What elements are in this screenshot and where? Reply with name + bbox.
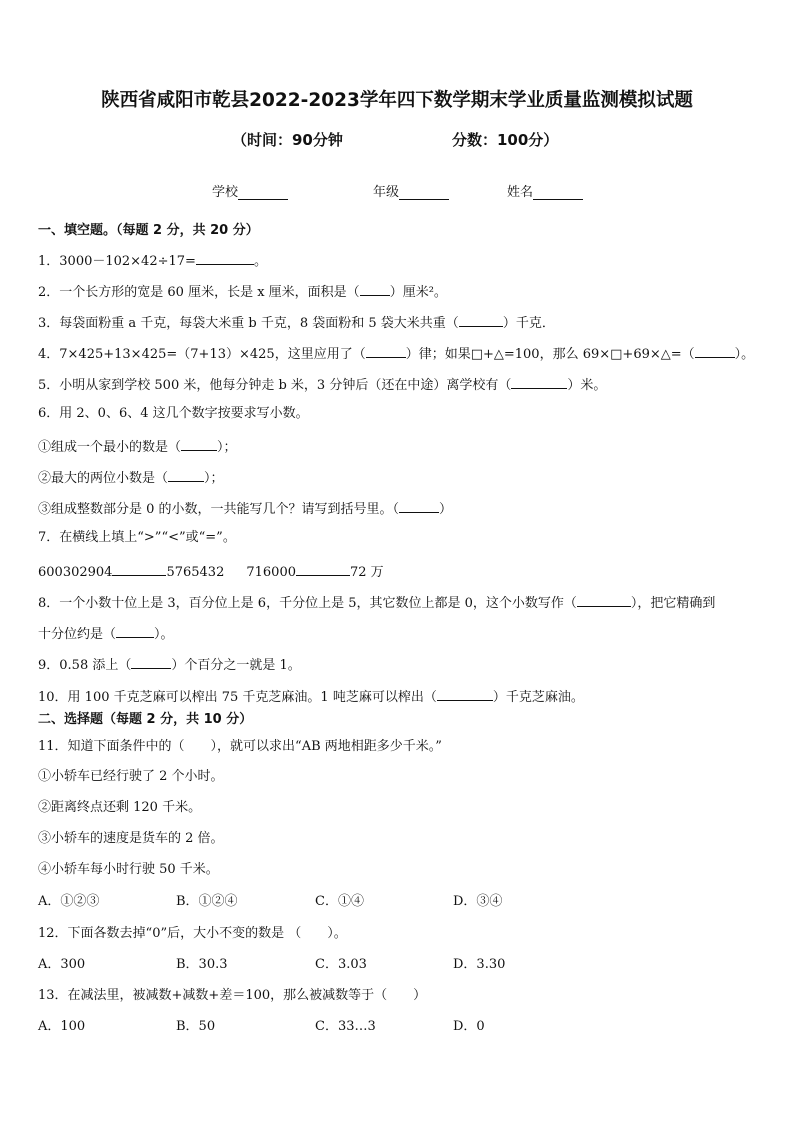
q11-option-c[interactable]: C．①④ <box>315 894 364 909</box>
q1-end: 。 <box>253 254 267 269</box>
q9-text: 9．0.58 添上（ <box>38 658 132 673</box>
q11-condition-3: ③小轿车的速度是货车的 2 倍。 <box>38 831 224 846</box>
q11-condition-4: ④小轿车每小时行驶 50 千米。 <box>38 862 219 877</box>
q1-text: 1．3000－102×42÷17= <box>38 254 196 269</box>
q10-text: 10．用 100 千克芝麻可以榨出 75 千克芝麻油。1 吨芝麻可以榨出（ <box>38 690 437 705</box>
question-6-sub-3 <box>38 498 452 519</box>
grade-blank[interactable] <box>399 186 449 200</box>
q6-s1-end: ）； <box>217 440 237 455</box>
question-12: 12．下面各数去掉“0”后，大小不变的数是 （ ）。 <box>38 926 347 941</box>
exam-time: （时间：90分钟 <box>232 131 343 149</box>
section-choice-heading: 二、选择题（每题 2 分，共 10 分） <box>38 712 253 727</box>
school-field[interactable] <box>212 181 288 200</box>
question-2 <box>38 281 447 302</box>
q6-s3-end: ） <box>439 502 453 517</box>
q10-end: ）千克芝麻油。 <box>492 690 584 705</box>
q11-option-a[interactable]: A．①②③ <box>38 894 100 909</box>
q6-s3-text: ③组成整数部分是 0 的小数，一共能写几个？请写到括号里。（ <box>38 502 400 517</box>
q9-blank[interactable] <box>131 654 171 669</box>
q13-option-b[interactable]: B．50 <box>176 1019 216 1034</box>
question-7-compare <box>38 561 384 582</box>
q6-s3-blank[interactable] <box>399 498 439 513</box>
question-1 <box>38 250 267 271</box>
q13-option-a[interactable]: A．100 <box>38 1019 86 1034</box>
q8-blank-2[interactable] <box>116 623 154 638</box>
q7-a-left: 600302904 <box>38 565 113 580</box>
q8-text: 8．一个小数十位上是 3，百分位上是 6，千分位上是 5，其它数位上都是 0，这个小数写作（ <box>38 596 577 611</box>
grade-field[interactable] <box>373 181 449 200</box>
q8-middle: ），把它精确到 <box>630 596 716 611</box>
q2-blank[interactable] <box>360 281 390 296</box>
q2-text: 2．一个长方形的宽是 60 厘米，长是 x 厘米，面积是（ <box>38 285 360 300</box>
q12-option-d[interactable]: D．3.30 <box>453 957 506 972</box>
grade-label: 年级 <box>373 185 400 200</box>
q11-condition-2: ②距离终点还剩 120 千米。 <box>38 800 202 815</box>
question-8 <box>38 592 715 613</box>
q6-s2-blank[interactable] <box>168 467 204 482</box>
school-blank[interactable] <box>238 186 288 200</box>
question-11: 11．知道下面条件中的（ ），就可以求出“AB 两地相距多少千米。” <box>38 739 442 754</box>
q12-option-b[interactable]: B．30.3 <box>176 957 228 972</box>
q7-b-blank[interactable] <box>296 561 350 576</box>
name-field[interactable] <box>507 181 583 200</box>
q4-text: 4．7×425+13×425=（7+13）×425，这里应用了（ <box>38 347 366 362</box>
q4-blank-1[interactable] <box>366 343 406 358</box>
q3-blank[interactable] <box>459 312 503 327</box>
question-5 <box>38 374 606 395</box>
q8-end: ）。 <box>154 627 174 642</box>
school-label: 学校 <box>212 185 239 200</box>
q12-option-c[interactable]: C．3.03 <box>315 957 367 972</box>
q1-blank[interactable] <box>196 250 254 265</box>
question-6-sub-2 <box>38 467 224 488</box>
q11-option-d[interactable]: D．③④ <box>453 894 503 909</box>
question-6-sub-1 <box>38 436 237 457</box>
question-4 <box>38 343 754 364</box>
name-blank[interactable] <box>533 186 583 200</box>
q6-s1-blank[interactable] <box>181 436 217 451</box>
q2-end: ）厘米²。 <box>389 285 447 300</box>
name-label: 姓名 <box>507 185 534 200</box>
q11-option-b[interactable]: B．①②④ <box>176 894 238 909</box>
q8-text-2: 十分位约是（ <box>38 627 117 642</box>
q13-option-c[interactable]: C．33…3 <box>315 1019 376 1034</box>
question-3 <box>38 312 555 333</box>
q7-a-right: 5765432 <box>166 565 225 580</box>
question-9 <box>38 654 301 675</box>
q7-b-right: 72 万 <box>350 565 384 580</box>
section-fill-heading: 一、填空题。（每题 2 分，共 20 分） <box>38 223 259 238</box>
q4-middle: ）律；如果□+△=100，那么 69×□+69×△=（ <box>405 347 695 362</box>
q4-blank-2[interactable] <box>695 343 735 358</box>
q11-condition-1: ①小轿车已经行驶了 2 个小时。 <box>38 769 224 784</box>
q3-text: 3．每袋面粉重 a 千克，每袋大米重 b 千克，8 袋面粉和 5 袋大米共重（ <box>38 316 459 331</box>
q6-s2-text: ②最大的两位小数是（ <box>38 471 169 486</box>
q12-option-a[interactable]: A．300 <box>38 957 86 972</box>
question-7: 7．在横线上填上“>”“<”或“=”。 <box>38 530 236 545</box>
q4-end: ）。 <box>734 347 755 362</box>
page-title: 陕西省咸阳市乾县2022-2023学年四下数学期末学业质量监测模拟试题 <box>101 90 693 111</box>
question-10 <box>38 686 584 707</box>
question-13: 13．在减法里，被减数+减数+差＝100，那么被减数等于（ ） <box>38 988 427 1003</box>
q6-s1-text: ①组成一个最小的数是（ <box>38 440 182 455</box>
q3-end: ）千克． <box>502 316 555 331</box>
q10-blank[interactable] <box>437 686 493 701</box>
q7-b-left: 716000 <box>246 565 296 580</box>
q8-blank-1[interactable] <box>577 592 631 607</box>
q6-s2-end: ）； <box>204 471 224 486</box>
question-8-cont <box>38 623 174 644</box>
q13-option-d[interactable]: D．0 <box>453 1019 485 1034</box>
q5-text: 5．小明从家到学校 500 米，他每分钟走 b 米，3 分钟后（还在中途）离学校有（ <box>38 378 512 393</box>
exam-score: 分数：100分） <box>452 131 559 149</box>
q9-end: ）个百分之一就是 1。 <box>171 658 301 673</box>
q5-end: ）米。 <box>567 378 607 393</box>
question-6: 6．用 2、0、6、4 这几个数字按要求写小数。 <box>38 406 309 421</box>
q7-a-blank[interactable] <box>112 561 166 576</box>
q5-blank[interactable] <box>511 374 567 389</box>
